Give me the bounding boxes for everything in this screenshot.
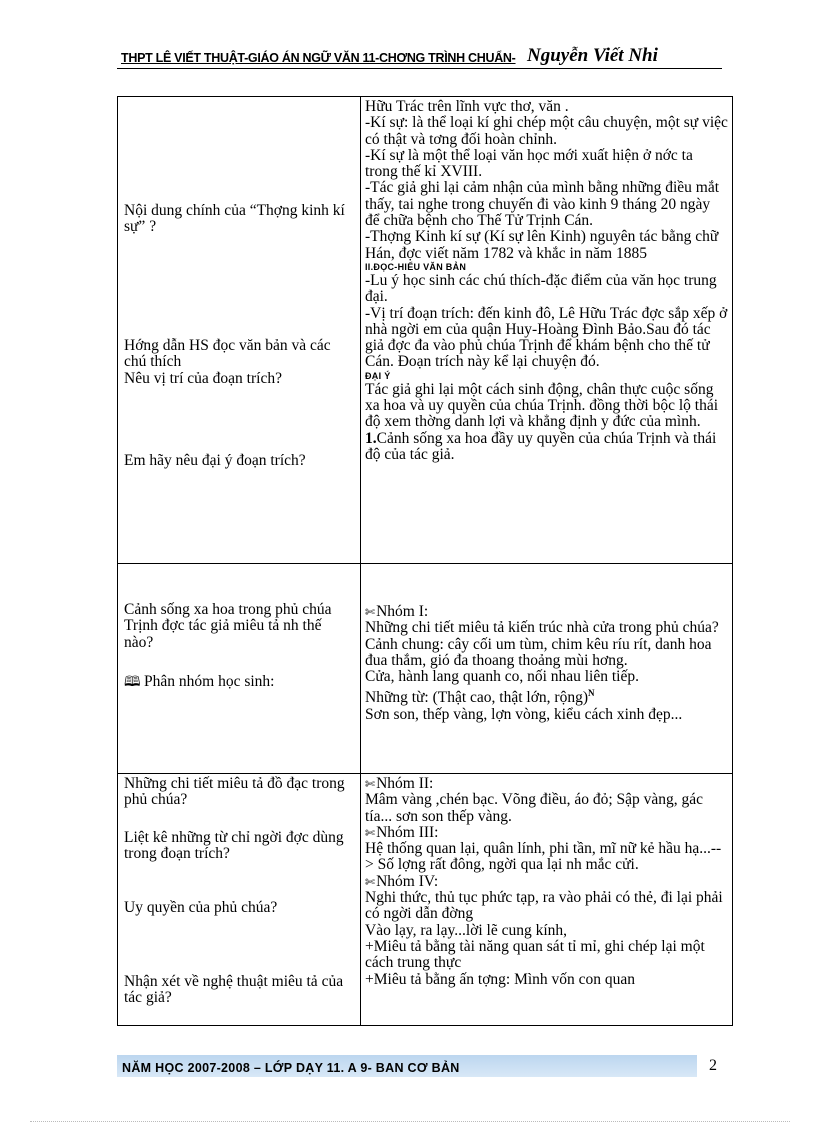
group-heading (365, 604, 728, 620)
answer-text: Cảnh chung: cây cối um tùm, chim kêu ríu rít, danh hoa đua thắm, gió đa thoang thoảng mùi hơng. (365, 635, 712, 669)
question-text (118, 453, 360, 469)
header-title: THPT LÊ VIẾT THUẬT-GIÁO ÁN NGỮ VĂN 11-CHƠNG TRÌNH CHUẨN- (121, 51, 516, 65)
answer-text: -Vị trí đoạn trích: đến kinh đô, Lê Hữu Trác đợc sắp xếp ở nhà ngời em của quận Huy-Hoàng Đình Bảo.Sau đó tác giả đợc đa vào phủ chúa Trịnh để khám bệnh cho thế tử Cán. Đoạn trích này kể lại chuyện đó. (365, 304, 728, 371)
group-label: Nhóm I: (376, 603, 429, 620)
answer-cell (361, 97, 733, 564)
question-text (118, 338, 360, 371)
answer-text: Tác giả ghi lại một cách sinh động, chân thực cuộc sống xa hoa và uy quyền của chúa Trịnh. đồng thời bộc lộ thái độ xem thờng danh lợi và khẳng định y đức của mình. (365, 380, 719, 431)
answer-text: -Kí sự: là thể loại kí ghi chép một câu chuyện, một sự việc có thật và tơng đối hoàn chỉnh. (365, 114, 728, 148)
group-label: Nhóm II: (376, 776, 434, 792)
header-author: Nguyễn Viết Nhi (527, 45, 658, 66)
answer-paragraph (365, 890, 728, 923)
question-text (118, 602, 360, 651)
answer-text: Hệ thống quan lại, quân lính, phi tần, mĩ nữ kẻ hầu hạ...--> Số lợng rất đông, ngời qua lại nh mắc cửi. (365, 840, 722, 874)
question-text (118, 830, 360, 863)
section-heading: 1.Cảnh sống xa hoa đầy uy quyền của chúa Trịnh và thái độ của tác giả. (365, 429, 717, 463)
book-icon: 🕮 (124, 675, 145, 690)
group-label: Nhóm IV: (376, 872, 439, 890)
section-heading-text: Cảnh sống xa hoa đầy uy quyền của chúa Trịnh và thái độ của tác giả. (365, 429, 717, 463)
answer-text: ĐẠI Ý (365, 370, 391, 381)
answer-paragraph (365, 99, 728, 115)
question-cell (118, 774, 361, 1026)
answer-text: Những từ: (Thật cao, thật lớn, rộng) (365, 689, 589, 707)
superscript-mark: N (588, 688, 595, 699)
answer-paragraph (365, 620, 728, 636)
scissors-icon: ✄ (365, 777, 376, 791)
question-label: Liệt kê những từ chỉ ngời đợc dùng trong đoạn trích? (124, 829, 344, 863)
answer-paragraph (365, 637, 728, 670)
question-label: Phân nhóm học sinh: (144, 673, 275, 690)
question-label: Em hãy nêu đại ý đoạn trích? (124, 452, 306, 469)
answer-text: -Lu ý học sinh các chú thích-đặc điểm của văn học trung đại. (365, 271, 717, 306)
answer-text: +Miêu tả bằng tài năng quan sát tỉ mỉ, ghi chép lại một cách trung thực (365, 937, 705, 972)
scissors-icon: ✄ (365, 825, 376, 840)
answer-paragraph (365, 229, 728, 262)
answer-paragraph (365, 148, 728, 181)
answer-text: Nghi thức, thủ tục phức tạp, ra vào phải có thẻ, đi lại phải có ngời dẫn đờng (365, 889, 723, 923)
table-row (118, 564, 733, 774)
header-divider (117, 68, 722, 69)
answer-text: Vào lạy, ra lạy...lời lẽ cung kính, (365, 921, 568, 939)
group-heading (365, 776, 728, 792)
answer-text: +Miêu tả bằng ấn tợng: Mình vốn con quan (365, 970, 636, 988)
question-text (118, 371, 360, 387)
question-cell (118, 97, 361, 564)
group-heading (365, 874, 728, 890)
answer-text: Cửa, hành lang quanh co, nối nhau liên tiếp. (365, 668, 639, 686)
question-text (118, 900, 360, 916)
answer-paragraph (365, 180, 728, 229)
answer-paragraph (365, 685, 728, 706)
table-row (118, 774, 733, 1026)
page-number: 2 (709, 1057, 717, 1074)
answer-paragraph (365, 841, 728, 874)
question-cell (118, 564, 361, 774)
question-label: Cảnh sống xa hoa trong phủ chúa Trịnh đợc tác giả miêu tả nh thế nào? (124, 601, 332, 651)
question-text (118, 203, 360, 236)
question-label: Hớng dẫn HS đọc văn bản và các chú thích (124, 337, 331, 371)
answer-text: II.ĐỌC-HIỂU VĂN BẢN (365, 261, 467, 272)
question-label: Nhận xét về nghệ thuật miêu tả của tác giả? (124, 973, 344, 1007)
question-label: Nêu vị trí của đoạn trích? (124, 370, 282, 387)
answer-text: Hữu Trác trên lĩnh vực thơ, văn . (365, 99, 569, 115)
answer-paragraph (365, 792, 728, 825)
question-text (118, 674, 360, 691)
answer-paragraph (365, 273, 728, 306)
scissors-icon: ✄ (365, 605, 376, 619)
answer-paragraph (365, 923, 728, 939)
page-header (117, 45, 722, 69)
group-heading (365, 825, 728, 841)
page-bottom-divider (30, 1121, 790, 1122)
answer-cell (361, 774, 733, 1026)
question-label: Nội dung chính của “Thợng kinh kí sự” ? (124, 202, 345, 236)
answer-paragraph (365, 972, 728, 988)
answer-text: Những chi tiết miêu tả kiến trúc nhà cửa trong phủ chúa? (365, 619, 719, 637)
answer-text: -Kí sự là một thể loại văn học mới xuất hiện ở nớc ta trong thế kỉ XVIII. (365, 146, 693, 181)
scissors-icon: ✄ (365, 874, 376, 889)
spacer (365, 566, 728, 604)
question-label: Uy quyền của phủ chúa? (124, 899, 278, 916)
answer-paragraph (365, 669, 728, 685)
question-text (118, 776, 360, 809)
answer-paragraph (365, 939, 728, 972)
group-label: Nhóm III: (376, 823, 439, 841)
question-text (118, 974, 360, 1007)
table-row (118, 97, 733, 564)
answer-paragraph (365, 707, 728, 723)
answer-text: Mâm vàng ,chén bạc. Võng điều, áo đỏ; Sập vàng, gác tía... sơn son thếp vàng. (365, 791, 704, 825)
answer-cell (361, 564, 733, 774)
answer-text: -Thợng Kinh kí sự (Kí sự lên Kinh) nguyên tác bằng chữ Hán, đợc viết năm 1782 và khắc in năm 1885 (365, 228, 719, 262)
answer-paragraph (365, 306, 728, 371)
answer-text: -Tác giả ghi lại cảm nhận của mình bằng những điều mắt thấy, tai nghe trong chuyến đi vào kinh 9 tháng 20 ngày để chữa bệnh cho Thế Tử Trịnh Cán. (365, 179, 720, 230)
answer-paragraph (365, 382, 728, 431)
footer-text: NĂM HỌC 2007-2008 – LỚP DẠY 11. A 9- BAN CƠ BẢN (122, 1061, 460, 1075)
answer-paragraph (365, 115, 728, 148)
answer-text: Sơn son, thếp vàng, lợn vòng, kiểu cách xinh đẹp... (365, 705, 683, 723)
lesson-table (117, 96, 733, 1026)
question-label: Những chi tiết miêu tả đồ đạc trong phủ chúa? (124, 775, 345, 809)
